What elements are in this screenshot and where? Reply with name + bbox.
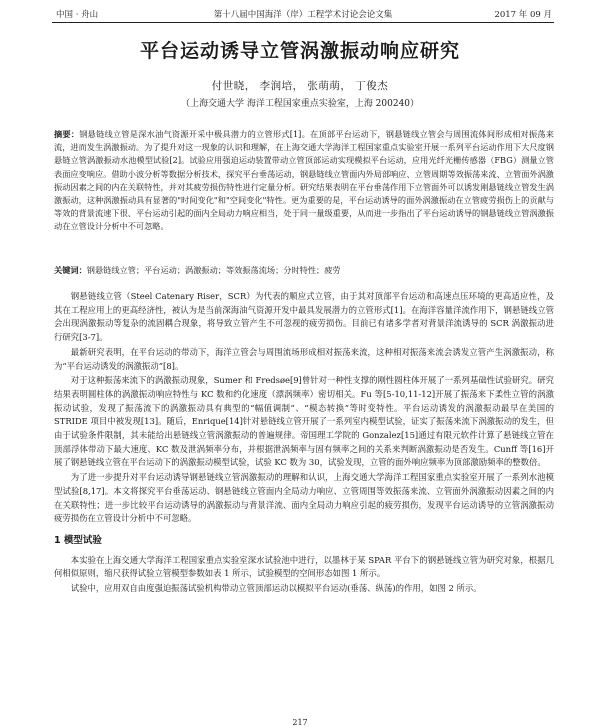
affiliation: （上海交通大学 海洋工程国家重点实验室，上海 200240） xyxy=(180,99,420,109)
keywords xyxy=(54,264,554,277)
keywords-text: 钢悬链线立管；平台运动；涡激振动；等效振荡流场；分时特性；疲劳 xyxy=(86,265,341,275)
paragraph: 本实验在上海交通大学海洋工程国家重点实验室深水试验池中进行，以墨林于某 SPAR 平台下的钢悬链线立管为研究对象，根据几何相似原则，缩尺获得试验立管模型参数如表 1 所示，试验模型的空间形态如图 1 所示。 xyxy=(54,554,554,579)
header-date: 2017 年 09 月 xyxy=(494,10,552,20)
abstract-label: 摘要： xyxy=(54,129,80,139)
page-number: 217 xyxy=(292,718,308,727)
body-text xyxy=(54,290,554,596)
abstract-text: 钢悬链线立管是深水油气资源开采中极具潜力的立管形式[1]。在顶部平台运动下，钢悬链线立管会与周围流体间形成相对振荡来流，进而发生涡激振动。为了提升对这一现象的认识和理解，在上海交通大学海洋工程国家重点实验室开展一系列平台运动作用下大尺度钢悬链立管涡激振动水池模型试验[2]。试验应用强迫运动装置带动立管顶部运动实现模拟平台运动，应用光纤光栅传感器（FBG）测量立管表面应变响应。借助小波分析等数据分析技术，探究平台垂荡运动，钢悬链线立管面内外局部响应、立管周期等效振荡来流、立管面外涡激振动因素之间的内在关联特性，并对其疲劳损伤特性进行定量分析。研究结果表明在平台垂荡作用下立管面外可以诱发刚悬链线立管发生涡激振动，这种涡激振动具有显著的"时间变化"和"空间变化"特性。更为重要的是，平台运动诱导的面外涡激振动在立管疲劳损伤上的贡献与等效的背景流速下很、平台运动引起的面内全局动力响应相当，处于同一量级重要，从而进一步指出了平台运动诱导的钢悬链线立管涡激振动在立管设计分析中不可忽略。 xyxy=(54,129,554,232)
author-list: 付世晓， 李润培， 张萌萌， 丁俊杰 xyxy=(211,80,389,92)
paragraph: 试验中，应用双自由度强迫振荡试验机构带动立管顶部运动以模拟平台运动(垂荡、纵荡)的作用，如图 2 所示。 xyxy=(70,583,482,594)
section-heading: 1 模型试验 xyxy=(54,534,102,546)
abstract xyxy=(54,128,554,234)
paragraph: 最新研究表明，在平台运动的带动下，海洋立管会与周围流场形成相对振荡来流，这种相对振荡来流会诱发立管产生涡激振动，称为“平台运动诱发的涡激振动”[8]。 xyxy=(54,346,554,371)
paragraph: 对于这种振荡来流下的涡激振动现象，Sumer 和 Fredsøe[9]曾针对一种性支撑的刚性圆柱体开展了一系列基础性试验研究。研究结果表明圆柱体的涡激振动响应特性与 KC 数和约化速度（漂涡频率）密切相关。Fu 等[5-10,11-12]开展了振荡来下柔性立管的涡激振动试验，发现了振荡流下的涡激振动具有典型的“幅值调制”、“模态转换”等时变特性。平台运动诱发的涡激振动最早在美国的 STRIDE 项目中被发现[13]。随后，Enrique[14]针对悬链线立管开展了一系列室内模型试验，证实了振荡来流下涡激振动的发生，但由于试验条件限制，其未能给出悬链线立管涡激振动的普遍规律。帝国理工学院的 Gonzalez[15]通过有限元软件计算了悬链线立管在顶部浮体带动下最大速度、KC 数及泄涡频率分布，并根据泄涡频率与固有频率之间的关系来判断涡激振动是否发生。Cunff 等[16]开展了钢悬链线立管在平台运动下的涡激振动模型试验，试验 KC 数为 30，试验发现，立管的面外响应频率为顶部激励频率的整数倍。 xyxy=(54,375,554,468)
paragraph: 为了进一步提升对平台运动诱导钢悬链线立管涡激振动的理解和认识，上海交通大学海洋工程国家重点实验室开展了一系列水池模型试验[8,17]。本文将探究平台垂荡运动、钢悬链线立管面内全局动力响应、立管周围等效振荡来流、立管面外涡激振动因素之间的内在关联特性；进一步比较平台运动诱导的涡激振动与背景洋流、面内全局动力响应引起的疲劳损伤，发现平台运动诱导的立管涡激振动疲劳损伤在立管设计分析中不可忽略。 xyxy=(54,472,554,524)
running-header xyxy=(52,8,554,23)
paper-title: 平台运动诱导立管涡激振动响应研究 xyxy=(139,40,460,62)
header-proceedings: 第十八届中国海洋（岸）工程学术讨论会论文集 xyxy=(213,10,393,20)
header-location: 中国 · 舟山 xyxy=(56,10,99,20)
keywords-label: 关键词： xyxy=(54,265,87,275)
paragraph: 钢悬链线立管（Steel Catenary Riser，SCR）为代表的顺应式立管，由于其对顶部平台运动和高速点压环境的更高适应性，及其在工程应用上的更高经济性，被认为是当前深海油气资源开发中最具发展潜力的立管形式[1]。在海洋容量洋流作用下，钢悬链线立管会出现涡激振动等复杂的流固耦合现象，将导致立管产生不可忽视的疲劳损伤。目前已有诸多学者对背景洋流诱导的 SCR 涡激振动进行研究[3-7]。 xyxy=(54,291,554,343)
